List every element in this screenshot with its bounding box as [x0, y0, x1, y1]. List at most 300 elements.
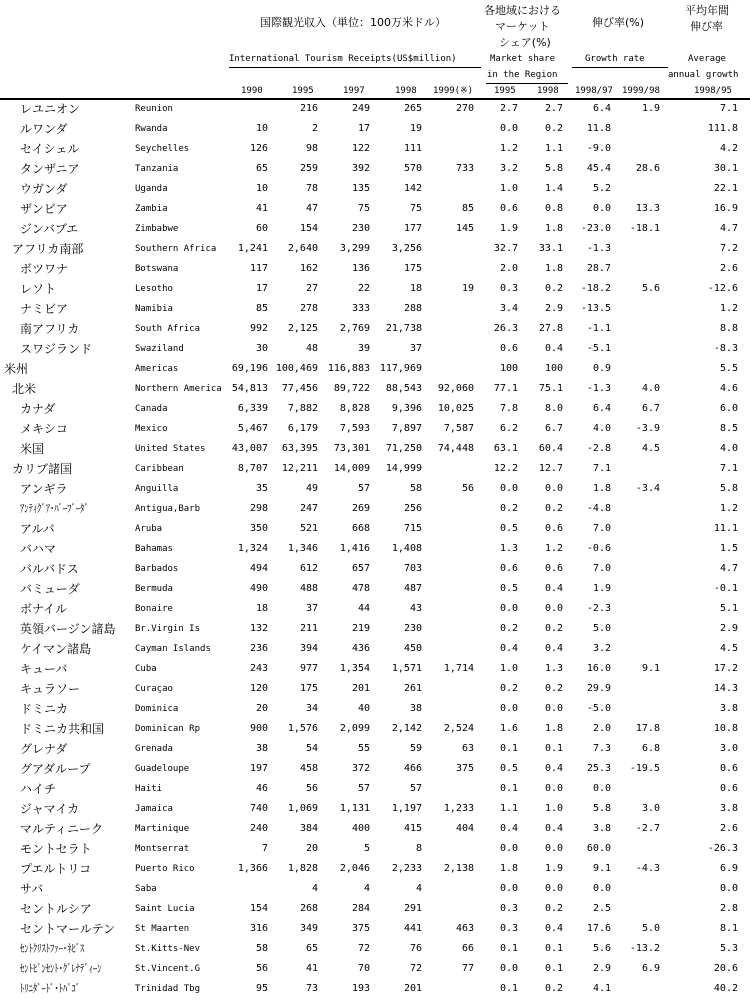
cell-share1995: 0.3	[499, 923, 518, 934]
cell-v1995: 612	[299, 563, 318, 574]
cell-v1995: 73	[305, 983, 318, 994]
row-name-en: Guadeloupe	[135, 764, 190, 774]
row-name-en: Bahamas	[135, 544, 173, 554]
cell-v1999: 19	[461, 283, 474, 294]
cell-share1998: 6.7	[544, 423, 563, 434]
row-name-en: Bermuda	[135, 584, 173, 594]
cell-v1990: 120	[249, 683, 268, 694]
cell-avg9895: 5.3	[719, 943, 738, 954]
col-share-1998: 1998	[537, 86, 559, 96]
cell-v1999: 1,233	[443, 803, 474, 814]
cell-v1990: 10	[255, 183, 268, 194]
table-row	[0, 579, 750, 599]
cell-v1997: 44	[357, 603, 370, 614]
cell-avg9895: 6.0	[719, 403, 738, 414]
row-name-jp: 南アフリカ	[20, 322, 80, 336]
cell-v1995: 27	[305, 283, 318, 294]
cell-growth9998: 3.0	[641, 803, 660, 814]
cell-v1995: 34	[305, 703, 318, 714]
share-title-jp-1: 各地域における	[484, 4, 561, 17]
cell-growth9897: 25.3	[586, 763, 611, 774]
cell-v1998: 466	[403, 763, 422, 774]
cell-share1998: 0.2	[544, 903, 563, 914]
cell-v1995: 349	[299, 923, 318, 934]
cell-share1998: 0.4	[544, 583, 563, 594]
cell-avg9895: 11.1	[713, 523, 738, 534]
cell-avg9895: 0.6	[719, 783, 738, 794]
table-header	[0, 0, 750, 100]
table-row	[0, 499, 750, 519]
cell-v1995: 394	[299, 643, 318, 654]
cell-v1995: 37	[305, 603, 318, 614]
cell-avg9895: 5.1	[719, 603, 738, 614]
cell-v1995: 65	[305, 943, 318, 954]
cell-share1998: 0.4	[544, 923, 563, 934]
cell-avg9895: -12.6	[707, 283, 738, 294]
cell-growth9897: -5.0	[586, 703, 611, 714]
cell-v1997: 116,883	[327, 363, 370, 374]
col-1998: 1998	[395, 86, 417, 96]
cell-v1995: 1,069	[287, 803, 318, 814]
cell-v1997: 4	[363, 883, 370, 894]
cell-avg9895: 1.2	[719, 303, 738, 314]
avg-title-jp-2: 伸び率	[690, 20, 723, 33]
cell-growth9897: 4.1	[592, 983, 611, 994]
cell-v1997: 3,299	[339, 243, 370, 254]
cell-avg9895: 3.8	[719, 703, 738, 714]
cell-growth9897: 6.4	[592, 403, 611, 414]
cell-v1997: 122	[351, 143, 370, 154]
cell-share1998: 0.0	[544, 703, 563, 714]
row-name-en: Barbados	[135, 564, 179, 574]
cell-share1998: 0.1	[544, 963, 563, 974]
cell-growth9897: -2.8	[586, 443, 611, 454]
table-row	[0, 559, 750, 579]
cell-growth9998: 6.7	[641, 403, 660, 414]
cell-share1998: 0.4	[544, 763, 563, 774]
cell-v1990: 41	[255, 203, 268, 214]
cell-v1998: 21,738	[385, 323, 422, 334]
cell-v1990: 154	[249, 903, 268, 914]
table-row	[0, 259, 750, 279]
cell-share1995: 0.4	[499, 823, 518, 834]
row-name-en: St.Vincent.G	[135, 964, 201, 974]
table-row	[0, 899, 750, 919]
cell-v1997: 2,099	[339, 723, 370, 734]
cell-share1998: 0.6	[544, 563, 563, 574]
cell-share1998: 8.0	[544, 403, 563, 414]
table-row	[0, 779, 750, 799]
cell-v1995: 216	[299, 103, 318, 114]
cell-share1998: 1.0	[544, 803, 563, 814]
cell-v1997: 1,131	[339, 803, 370, 814]
row-name-en: Curaçao	[135, 684, 173, 694]
cell-v1990: 85	[255, 303, 268, 314]
row-name-jp: ルワンダ	[20, 122, 68, 136]
cell-growth9897: -23.0	[580, 223, 611, 234]
cell-growth9897: 7.3	[592, 743, 611, 754]
cell-avg9895: 4.7	[719, 223, 738, 234]
col-1997: 1997	[343, 86, 365, 96]
row-name-jp: ハイチ	[20, 782, 57, 796]
cell-v1999: 56	[461, 483, 474, 494]
row-name-en: South Africa	[135, 324, 201, 334]
cell-v1997: 249	[351, 103, 370, 114]
cell-share1995: 26.3	[493, 323, 518, 334]
cell-v1997: 657	[351, 563, 370, 574]
cell-share1998: 1.9	[544, 863, 563, 874]
share-title-en-1: Market share	[490, 54, 556, 64]
row-name-jp: 米州	[4, 362, 29, 376]
cell-share1998: 12.7	[538, 463, 563, 474]
cell-v1990: 1,324	[237, 543, 268, 554]
cell-v1990: 490	[249, 583, 268, 594]
avg-title-jp-1: 平均年間	[685, 4, 729, 17]
growth-title-en: Growth rate	[585, 54, 645, 64]
cell-avg9895: 5.5	[719, 363, 738, 374]
cell-v1997: 135	[351, 183, 370, 194]
cell-share1998: 0.4	[544, 823, 563, 834]
row-name-jp: カナダ	[20, 402, 56, 416]
cell-growth9998: -13.2	[629, 943, 660, 954]
cell-v1998: 57	[409, 783, 422, 794]
share-title-jp-3: シェア(%)	[499, 36, 551, 49]
row-name-jp: バハマ	[20, 542, 57, 556]
table-row	[0, 639, 750, 659]
cell-v1997: 40	[357, 703, 370, 714]
row-name-jp: ドミニカ共和国	[20, 722, 105, 736]
table-row	[0, 139, 750, 159]
cell-v1995: 521	[299, 523, 318, 534]
row-name-jp: ドミニカ	[20, 702, 69, 716]
row-name-jp: ナミビア	[20, 302, 69, 316]
row-name-jp: セイシェル	[20, 142, 80, 156]
cell-share1998: 0.0	[544, 603, 563, 614]
cell-share1995: 0.2	[499, 683, 518, 694]
cell-share1995: 0.6	[499, 563, 518, 574]
cell-growth9897: 3.8	[592, 823, 611, 834]
table-row	[0, 319, 750, 339]
cell-v1990: 1,241	[237, 243, 268, 254]
cell-growth9897: -1.1	[586, 323, 611, 334]
cell-v1998: 1,571	[391, 663, 422, 674]
row-name-en: Lesotho	[135, 284, 173, 294]
cell-v1995: 4	[311, 883, 318, 894]
cell-v1997: 73,301	[333, 443, 370, 454]
cell-v1997: 75	[357, 203, 370, 214]
table-row	[0, 439, 750, 459]
cell-avg9895: 2.6	[719, 263, 738, 274]
row-name-en: Rwanda	[135, 124, 168, 134]
row-name-jp: 北米	[12, 382, 37, 396]
cell-v1997: 8,828	[339, 403, 370, 414]
cell-avg9895: 22.1	[713, 183, 738, 194]
table-row	[0, 179, 750, 199]
cell-share1998: 2.7	[544, 103, 563, 114]
cell-v1990: 1,366	[237, 863, 268, 874]
row-name-en: Mexico	[135, 424, 168, 434]
cell-avg9895: 4.6	[719, 383, 738, 394]
cell-v1997: 72	[357, 943, 370, 954]
cell-avg9895: 4.5	[719, 643, 738, 654]
cell-share1995: 0.5	[499, 763, 518, 774]
row-name-en: Haiti	[135, 784, 163, 794]
cell-growth9897: -1.3	[586, 243, 611, 254]
cell-share1998: 1.2	[544, 543, 563, 554]
cell-v1999: 7,587	[443, 423, 474, 434]
cell-v1990: 69,196	[231, 363, 268, 374]
cell-v1990: 20	[255, 703, 268, 714]
cell-v1998: 1,197	[391, 803, 422, 814]
cell-growth9897: 29.9	[586, 683, 611, 694]
cell-growth9897: 1.8	[592, 483, 611, 494]
cell-growth9897: 5.6	[592, 943, 611, 954]
cell-avg9895: 1.5	[719, 543, 738, 554]
cell-v1998: 291	[403, 903, 422, 914]
cell-share1995: 0.1	[499, 783, 518, 794]
row-name-jp: タンザニア	[20, 162, 80, 176]
cell-v1998: 175	[403, 263, 422, 274]
cell-share1995: 0.1	[499, 943, 518, 954]
cell-share1995: 0.0	[499, 963, 518, 974]
cell-v1995: 268	[299, 903, 318, 914]
cell-v1998: 38	[409, 703, 422, 714]
table-row	[0, 239, 750, 259]
cell-avg9895: 8.1	[719, 923, 738, 934]
cell-avg9895: 14.3	[713, 683, 738, 694]
cell-v1998: 75	[409, 203, 422, 214]
row-name-jp: スワジランド	[20, 342, 93, 356]
share-title-en-2: in the Region	[487, 70, 558, 80]
cell-v1990: 46	[255, 783, 268, 794]
cell-v1995: 278	[299, 303, 318, 314]
cell-share1995: 6.2	[499, 423, 518, 434]
cell-growth9897: 0.0	[592, 883, 611, 894]
cell-v1998: 59	[409, 743, 422, 754]
cell-v1999: 375	[455, 763, 474, 774]
cell-v1990: 900	[249, 723, 268, 734]
cell-v1999: 74,448	[437, 443, 474, 454]
cell-growth9897: 17.6	[586, 923, 611, 934]
cell-v1997: 230	[351, 223, 370, 234]
cell-share1998: 0.0	[544, 843, 563, 854]
cell-v1998: 117,969	[379, 363, 422, 374]
table-row	[0, 599, 750, 619]
cell-v1995: 154	[299, 223, 318, 234]
table-row	[0, 659, 750, 679]
cell-v1997: 392	[351, 163, 370, 174]
cell-v1998: 177	[403, 223, 422, 234]
cell-v1997: 333	[351, 303, 370, 314]
cell-v1998: 4	[415, 883, 422, 894]
cell-v1998: 76	[409, 943, 422, 954]
cell-avg9895: 3.8	[719, 803, 738, 814]
cell-v1995: 98	[305, 143, 318, 154]
cell-avg9895: 40.2	[713, 983, 738, 994]
table-row	[0, 399, 750, 419]
cell-v1997: 57	[357, 483, 370, 494]
cell-growth9998: 28.6	[635, 163, 660, 174]
row-name-jp: バミューダ	[20, 582, 80, 596]
table-row	[0, 199, 750, 219]
cell-growth9897: 6.4	[592, 103, 611, 114]
cell-v1995: 77,456	[281, 383, 318, 394]
cell-v1998: 2,233	[391, 863, 422, 874]
row-name-jp: アフリカ南部	[12, 242, 84, 256]
cell-v1997: 436	[351, 643, 370, 654]
cell-share1998: 0.8	[544, 203, 563, 214]
cell-growth9897: 11.8	[586, 123, 611, 134]
cell-avg9895: -26.3	[707, 843, 738, 854]
cell-share1998: 0.0	[544, 483, 563, 494]
cell-growth9897: 0.9	[592, 363, 611, 374]
cell-v1995: 47	[305, 203, 318, 214]
receipts-title-en: International Tourism Receipts(US$million)	[229, 54, 457, 64]
row-name-en: Montserrat	[135, 844, 190, 854]
cell-growth9998: 13.3	[635, 203, 660, 214]
col-growth-1998-97: 1998/97	[575, 86, 613, 96]
cell-v1990: 316	[249, 923, 268, 934]
cell-share1995: 1.1	[499, 803, 518, 814]
row-name-jp: プエルトリコ	[20, 862, 92, 876]
cell-share1995: 0.6	[499, 343, 518, 354]
cell-v1990: 5,467	[237, 423, 268, 434]
cell-share1995: 1.0	[499, 663, 518, 674]
cell-avg9895: 8.5	[719, 423, 738, 434]
cell-share1998: 0.2	[544, 683, 563, 694]
cell-v1997: 2,769	[339, 323, 370, 334]
cell-share1995: 63.1	[493, 443, 518, 454]
cell-share1998: 60.4	[538, 443, 563, 454]
cell-share1995: 1.2	[499, 143, 518, 154]
cell-v1999: 63	[461, 743, 474, 754]
cell-share1998: 0.6	[544, 523, 563, 534]
col-growth-1999-98: 1999/98	[622, 86, 660, 96]
cell-growth9897: 0.0	[592, 203, 611, 214]
cell-v1995: 2	[311, 123, 318, 134]
cell-growth9897: 5.0	[592, 623, 611, 634]
cell-v1998: 261	[403, 683, 422, 694]
row-name-en: Zimbabwe	[135, 224, 179, 234]
cell-growth9897: 28.7	[586, 263, 611, 274]
cell-v1990: 56	[255, 963, 268, 974]
cell-v1990: 992	[249, 323, 268, 334]
cell-v1997: 269	[351, 503, 370, 514]
receipts-underline	[229, 67, 481, 68]
cell-v1998: 142	[403, 183, 422, 194]
cell-v1999: 463	[455, 923, 474, 934]
cell-v1998: 8	[415, 843, 422, 854]
cell-v1995: 162	[299, 263, 318, 274]
cell-avg9895: 17.2	[713, 663, 738, 674]
cell-v1999: 2,524	[443, 723, 474, 734]
cell-share1998: 33.1	[538, 243, 563, 254]
cell-v1997: 7,593	[339, 423, 370, 434]
cell-share1998: 0.4	[544, 343, 563, 354]
cell-growth9897: -2.3	[586, 603, 611, 614]
row-name-en: Antigua,Barb	[135, 504, 201, 514]
cell-v1999: 10,025	[437, 403, 474, 414]
row-name-en: Dominica	[135, 704, 179, 714]
cell-share1998: 27.8	[538, 323, 563, 334]
cell-v1990: 95	[255, 983, 268, 994]
cell-v1990: 236	[249, 643, 268, 654]
cell-v1997: 70	[357, 963, 370, 974]
cell-growth9897: -9.0	[586, 143, 611, 154]
cell-v1999: 92,060	[437, 383, 474, 394]
cell-growth9998: 5.0	[641, 923, 660, 934]
row-name-en: St Maarten	[135, 924, 190, 934]
cell-share1995: 77.1	[493, 383, 518, 394]
row-name-jp: ケイマン諸島	[20, 642, 92, 656]
row-name-jp: レソト	[20, 282, 57, 296]
cell-avg9895: 7.1	[719, 463, 738, 474]
cell-v1998: 487	[403, 583, 422, 594]
cell-growth9897: 16.0	[586, 663, 611, 674]
cell-share1998: 0.1	[544, 943, 563, 954]
row-name-jp: ﾄﾘﾆﾀﾞｰﾄﾞ･ﾄﾊﾞｺﾞ	[20, 982, 81, 995]
cell-v1998: 71,250	[385, 443, 422, 454]
cell-avg9895: 4.7	[719, 563, 738, 574]
cell-v1990: 54,813	[231, 383, 268, 394]
cell-growth9998: -3.4	[635, 483, 660, 494]
cell-v1997: 2,046	[339, 863, 370, 874]
cell-avg9895: 111.8	[707, 123, 738, 134]
cell-v1997: 55	[357, 743, 370, 754]
cell-share1998: 0.2	[544, 983, 563, 994]
cell-v1997: 136	[351, 263, 370, 274]
cell-v1997: 57	[357, 783, 370, 794]
cell-v1998: 265	[403, 103, 422, 114]
row-name-en: Botswana	[135, 264, 179, 274]
row-name-en: Caribbean	[135, 464, 184, 474]
row-name-jp: ウガンダ	[20, 182, 68, 196]
row-name-jp: モントセラト	[20, 842, 92, 856]
cell-growth9998: 6.9	[641, 963, 660, 974]
table-row	[0, 959, 750, 979]
cell-growth9897: 5.2	[592, 183, 611, 194]
cell-v1998: 450	[403, 643, 422, 654]
cell-share1995: 0.3	[499, 903, 518, 914]
cell-v1997: 17	[357, 123, 370, 134]
col-1990: 1990	[241, 86, 263, 96]
row-name-en: Grenada	[135, 744, 173, 754]
row-name-en: Uganda	[135, 184, 168, 194]
cell-v1990: 7	[261, 843, 268, 854]
cell-share1995: 1.8	[499, 863, 518, 874]
cell-share1995: 2.0	[499, 263, 518, 274]
cell-growth9897: 60.0	[586, 843, 611, 854]
row-name-jp: 英領バージン諸島	[20, 622, 116, 636]
row-name-jp: マルティニーク	[20, 822, 104, 836]
cell-v1995: 63,395	[281, 443, 318, 454]
cell-growth9998: -18.1	[629, 223, 660, 234]
table-row	[0, 679, 750, 699]
row-name-jp: レユニオン	[20, 102, 81, 116]
cell-v1995: 48	[305, 343, 318, 354]
cell-v1990: 240	[249, 823, 268, 834]
cell-v1998: 43	[409, 603, 422, 614]
row-name-jp: セントマールテン	[20, 922, 116, 936]
table-row	[0, 219, 750, 239]
row-name-en: Tanzania	[135, 164, 179, 174]
cell-share1995: 1.3	[499, 543, 518, 554]
cell-v1995: 78	[305, 183, 318, 194]
cell-v1995: 7,882	[287, 403, 318, 414]
cell-avg9895: 8.8	[719, 323, 738, 334]
cell-growth9998: 4.5	[641, 443, 660, 454]
cell-avg9895: 20.6	[713, 963, 738, 974]
